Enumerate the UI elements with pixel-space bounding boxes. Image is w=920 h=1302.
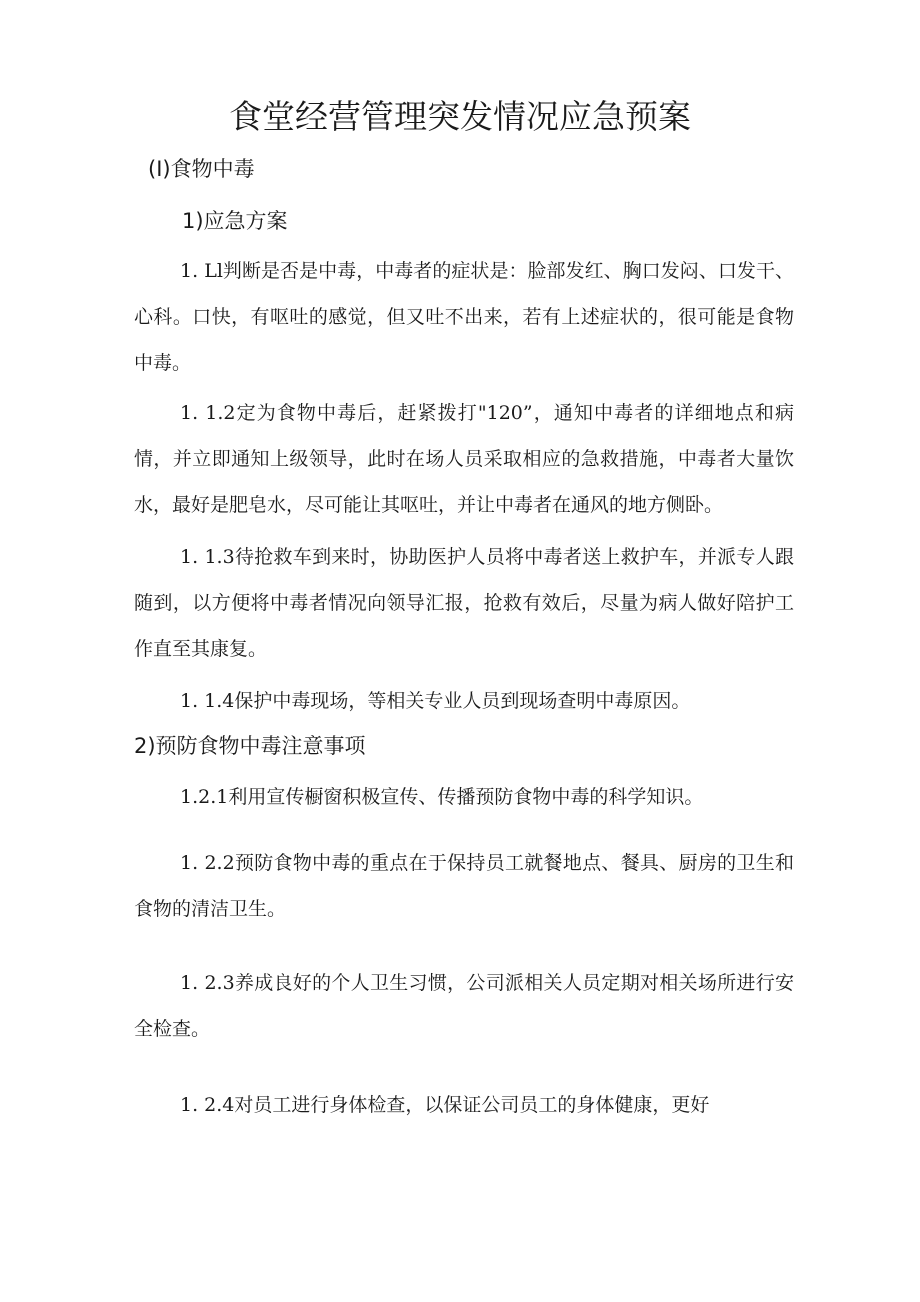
section-heading-food-poisoning: (I)食物中毒: [148, 157, 255, 181]
subsection-heading-emergency-plan: 1)应急方案: [182, 209, 288, 233]
document-title: 食堂经营管理突发情况应急预案: [229, 97, 691, 136]
paragraph-1-1-2: 1. 1.2定为食物中毒后，赶紧拨打"120”，通知中毒者的详细地点和病情，并立即通知上级领导，此时在场人员采取相应的急救措施，中毒者大量饮水，最好是肥皂水，尽可能让其呕吐，并让中毒者在通风的地方侧卧。: [134, 402, 794, 516]
subsection-heading-prevention: 2)预防食物中毒注意事项: [134, 734, 366, 758]
paragraph-1-2-1: 1.2.1利用宣传橱窗积极宣传、传播预防食物中毒的科学知识。: [180, 786, 704, 808]
paragraph-1-2-3: 1. 2.3养成良好的个人卫生习惯，公司派相关人员定期对相关场所进行安全检查。: [134, 972, 794, 1040]
paragraph-1-1-3: 1. 1.3待抢救车到来时，协助医护人员将中毒者送上救护车，并派专人跟随到，以方便将中毒者情况向领导汇报，抢救有效后，尽量为病人做好陪护工作直至其康复。: [134, 546, 794, 660]
paragraph-1-2-2: 1. 2.2预防食物中毒的重点在于保持员工就餐地点、餐具、厨房的卫生和食物的清洁卫生。: [134, 852, 794, 920]
paragraph-1-1-4: 1. 1.4保护中毒现场，等相关专业人员到现场查明中毒原因。: [180, 690, 691, 712]
paragraph-1-1-1: 1. Ll判断是否是中毒，中毒者的症状是：脸部发红、胸口发闷、口发干、心科。口快，有呕吐的感觉，但又吐不出来，若有上述症状的，很可能是食物中毒。: [134, 260, 794, 374]
paragraph-1-2-4: 1. 2.4对员工进行身体检查，以保证公司员工的身体健康，更好: [180, 1094, 710, 1116]
